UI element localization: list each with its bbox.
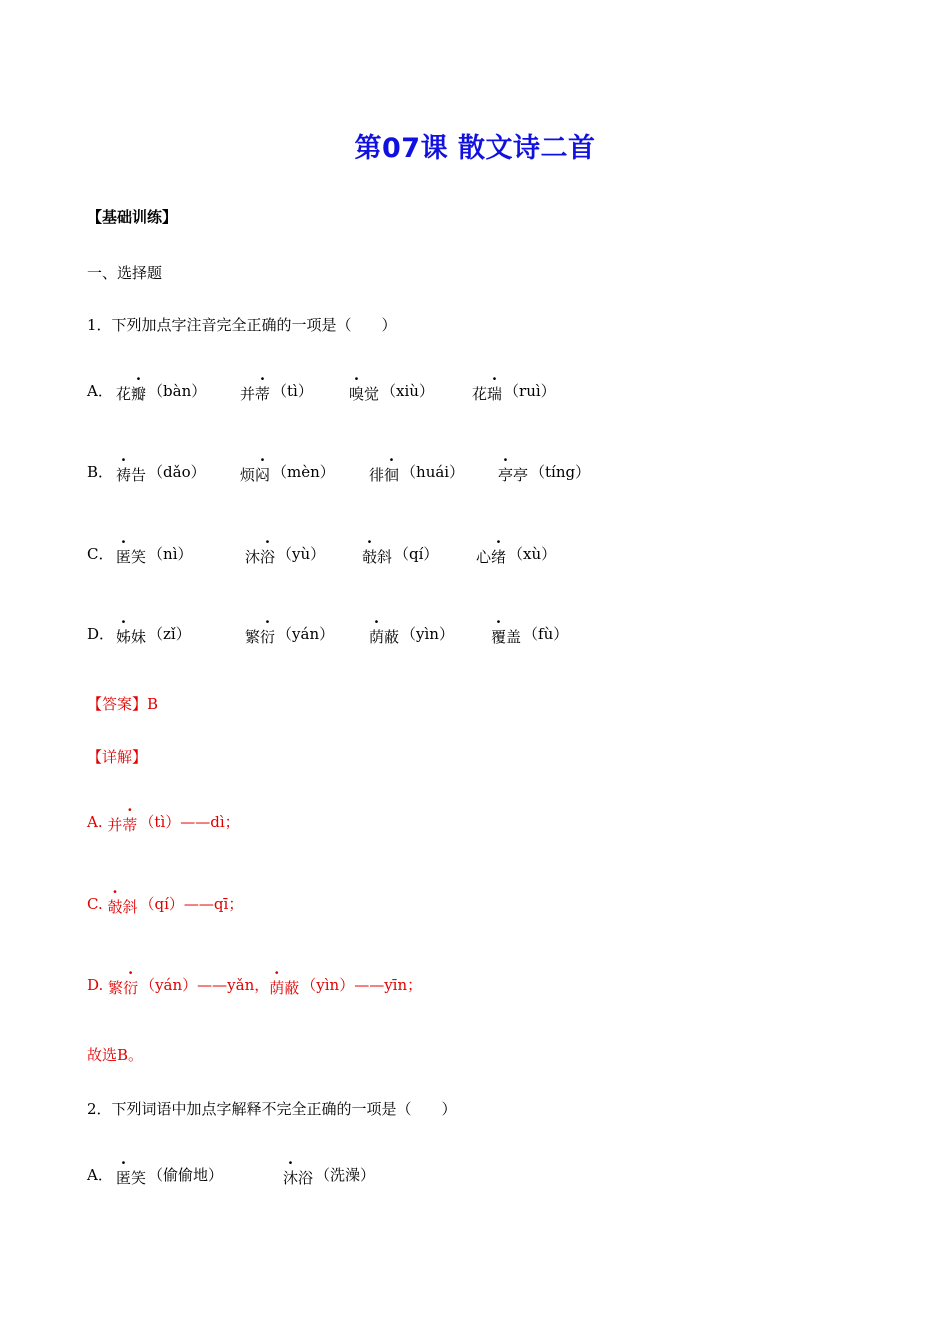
option-b-label: B． — [87, 463, 114, 481]
option-a-word-4: 花瑞 （ruì） — [472, 382, 556, 403]
question-1-stem: 1．下列加点字注音完全正确的一项是（ ） — [87, 316, 397, 334]
section-heading: 【基础训练】 — [87, 208, 178, 226]
option-d-word-1: 姊妹 （zǐ） — [116, 625, 191, 646]
option-a-word-2: 并蒂 （tì） — [240, 382, 313, 403]
question-2-stem: 2．下列词语中加点字解释不完全正确的一项是（ ） — [87, 1100, 457, 1118]
detail-a: A. 并蒂 （tì）——dì； — [87, 813, 240, 834]
q2-option-a-word-2: 沐浴 （洗澡） — [283, 1166, 376, 1187]
option-a-word-1: 花瓣 （bàn） — [116, 382, 207, 403]
detail-tag: 【详解】 — [87, 748, 148, 766]
option-b-word-4: 亭亭 （tíng） — [498, 463, 591, 484]
option-b-word-1: 祷告 （dǎo） — [116, 463, 206, 484]
answer-value: B — [147, 695, 159, 713]
option-c-word-4: 心绪 （xù） — [476, 545, 557, 566]
option-b-word-3: 徘徊 （huái） — [369, 463, 465, 484]
option-c-word-3: 攲斜 （qí） — [362, 545, 439, 566]
option-c-word-2: 沐浴 （yù） — [245, 545, 326, 566]
part-heading: 一、选择题 — [87, 264, 163, 282]
detail-c: C. 攲斜 （qí）——qī； — [87, 895, 244, 916]
detail-d: D. 繁衍 （yán）——yǎn，荫蔽 （yìn）——yīn； — [87, 976, 423, 997]
option-c-word-1: 匿笑 （nì） — [116, 545, 193, 566]
answer-tag: 【答案】 — [87, 695, 148, 713]
conclusion: 故选B。 — [87, 1046, 144, 1064]
option-d-word-4: 覆盖 （fù） — [491, 625, 569, 646]
option-d-word-2: 繁衍 （yán） — [245, 625, 335, 646]
option-a-label: A． — [87, 382, 113, 400]
option-d-label: D． — [87, 625, 115, 643]
answer-line — [87, 693, 158, 714]
option-b-word-2: 烦闷 （mèn） — [240, 463, 335, 484]
option-d-word-3: 荫蔽 （yìn） — [369, 625, 454, 646]
option-a-word-3: 嗅觉 （xiù） — [349, 382, 434, 403]
option-c-label: C． — [87, 545, 114, 563]
q2-option-a-label: A． — [87, 1166, 113, 1184]
q2-option-a-word-1: 匿笑 （偷偷地） — [116, 1166, 224, 1187]
page-title: 第07课 散文诗二首 — [354, 133, 596, 164]
